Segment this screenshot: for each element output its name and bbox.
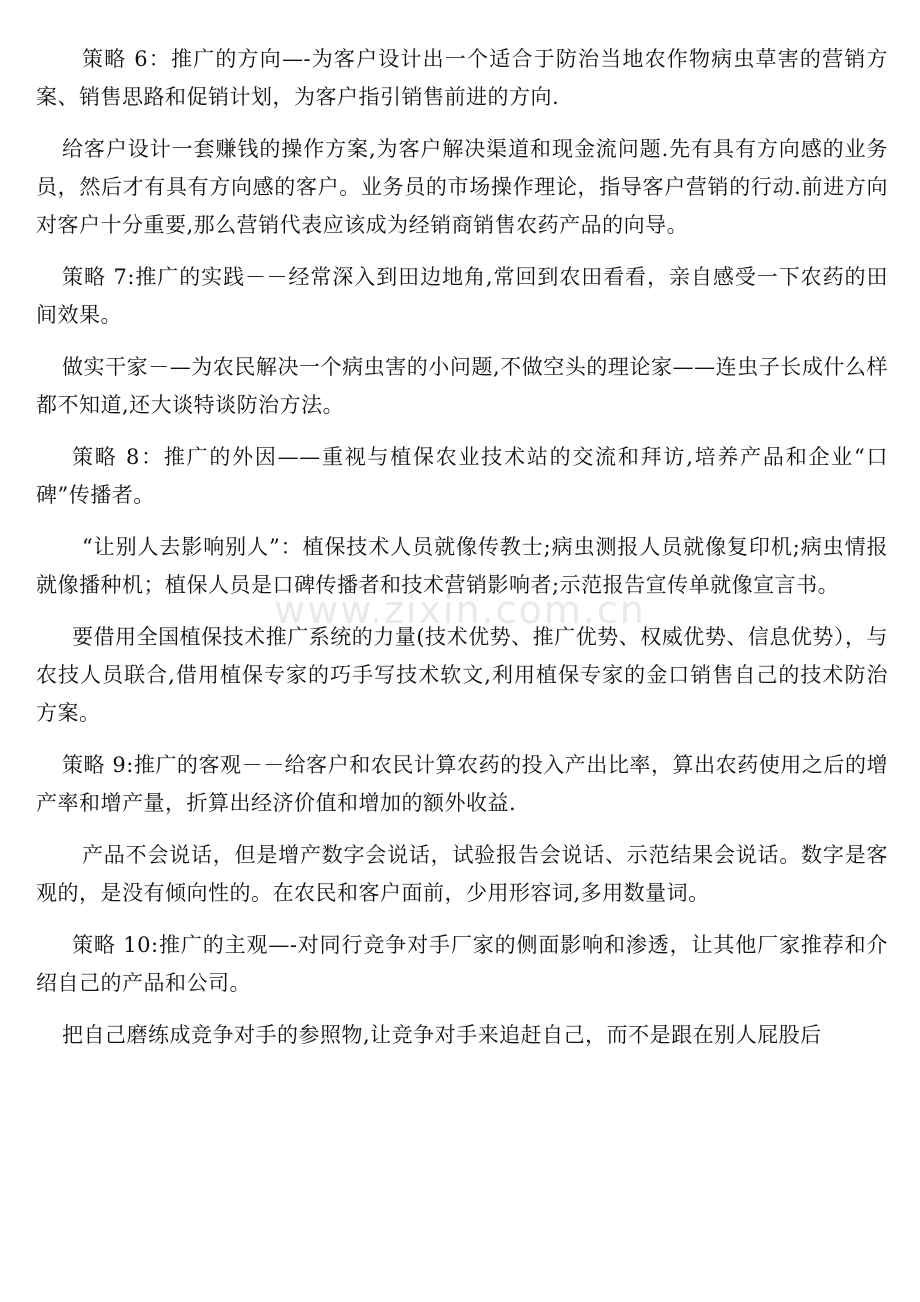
paragraph-strategy-6-detail: 给客户设计一套赚钱的操作方案,为客户解决渠道和现金流问题.先有具有方向感的业务员，然后才有具有方向感的客户。业务员的市场操作理论，指导客户营销的行动.前进方向对客户十分重要,那么营销代表应该成为经销商销售农药产品的向导。: [36, 137, 888, 237]
paragraph-strategy-7-detail: 做实干家－—为农民解决一个病虫害的小问题,不做空头的理论家——连虫子长成什么样都不知道,还大谈特谈防治方法。: [36, 355, 888, 417]
paragraph-strategy-6: 策略 6：推广的方向—-为客户设计出一个适合于防治当地农作物病虫草害的营销方案、销售思路和促销计划，为客户指引销售前进的方向.: [36, 47, 888, 109]
paragraph-strategy-10: 策略 10:推广的主观—-对同行竞争对手厂家的侧面影响和渗透，让其他厂家推荐和介绍自己的产品和公司。: [36, 933, 888, 995]
paragraph-strategy-10-detail: 把自己磨练成竞争对手的参照物,让竞争对手来追赶自己，而不是跟在别人屁股后: [62, 1023, 822, 1047]
paragraph-strategy-9: 策略 9:推广的客观－－给客户和农民计算农药的投入产出比率，算出农药使用之后的增产率和增产量，折算出经济价值和增加的额外收益.: [36, 753, 888, 815]
paragraph-strategy-8-quote: “让别人去影响别人”：植保技术人员就像传教士;病虫测报人员就像复印机;病虫情报就像播种机；植保人员是口碑传播者和技术营销影响者;示范报告宣传单就像宣言书。: [36, 535, 888, 597]
paragraph-strategy-8-detail: 要借用全国植保技术推广系统的力量(技术优势、推广优势、权威优势、信息优势），与农技人员联合,借用植保专家的巧手写技术软文,利用植保专家的金口销售自己的技术防治方案。: [36, 625, 888, 725]
paragraph-strategy-9-detail: 产品不会说话，但是增产数字会说话，试验报告会说话、示范结果会说话。数字是客观的，是没有倾向性的。在农民和客户面前，少用形容词,多用数量词。: [36, 843, 888, 905]
paragraph-strategy-7: 策略 7:推广的实践－－经常深入到田边地角,常回到农田看看，亲自感受一下农药的田间效果。: [36, 265, 888, 327]
watermark: www.zixin.com.cn: [274, 588, 646, 632]
paragraph-strategy-8: 策略 8：推广的外因——重视与植保农业技术站的交流和拜访,培养产品和企业“口碑”传播者。: [36, 445, 888, 507]
